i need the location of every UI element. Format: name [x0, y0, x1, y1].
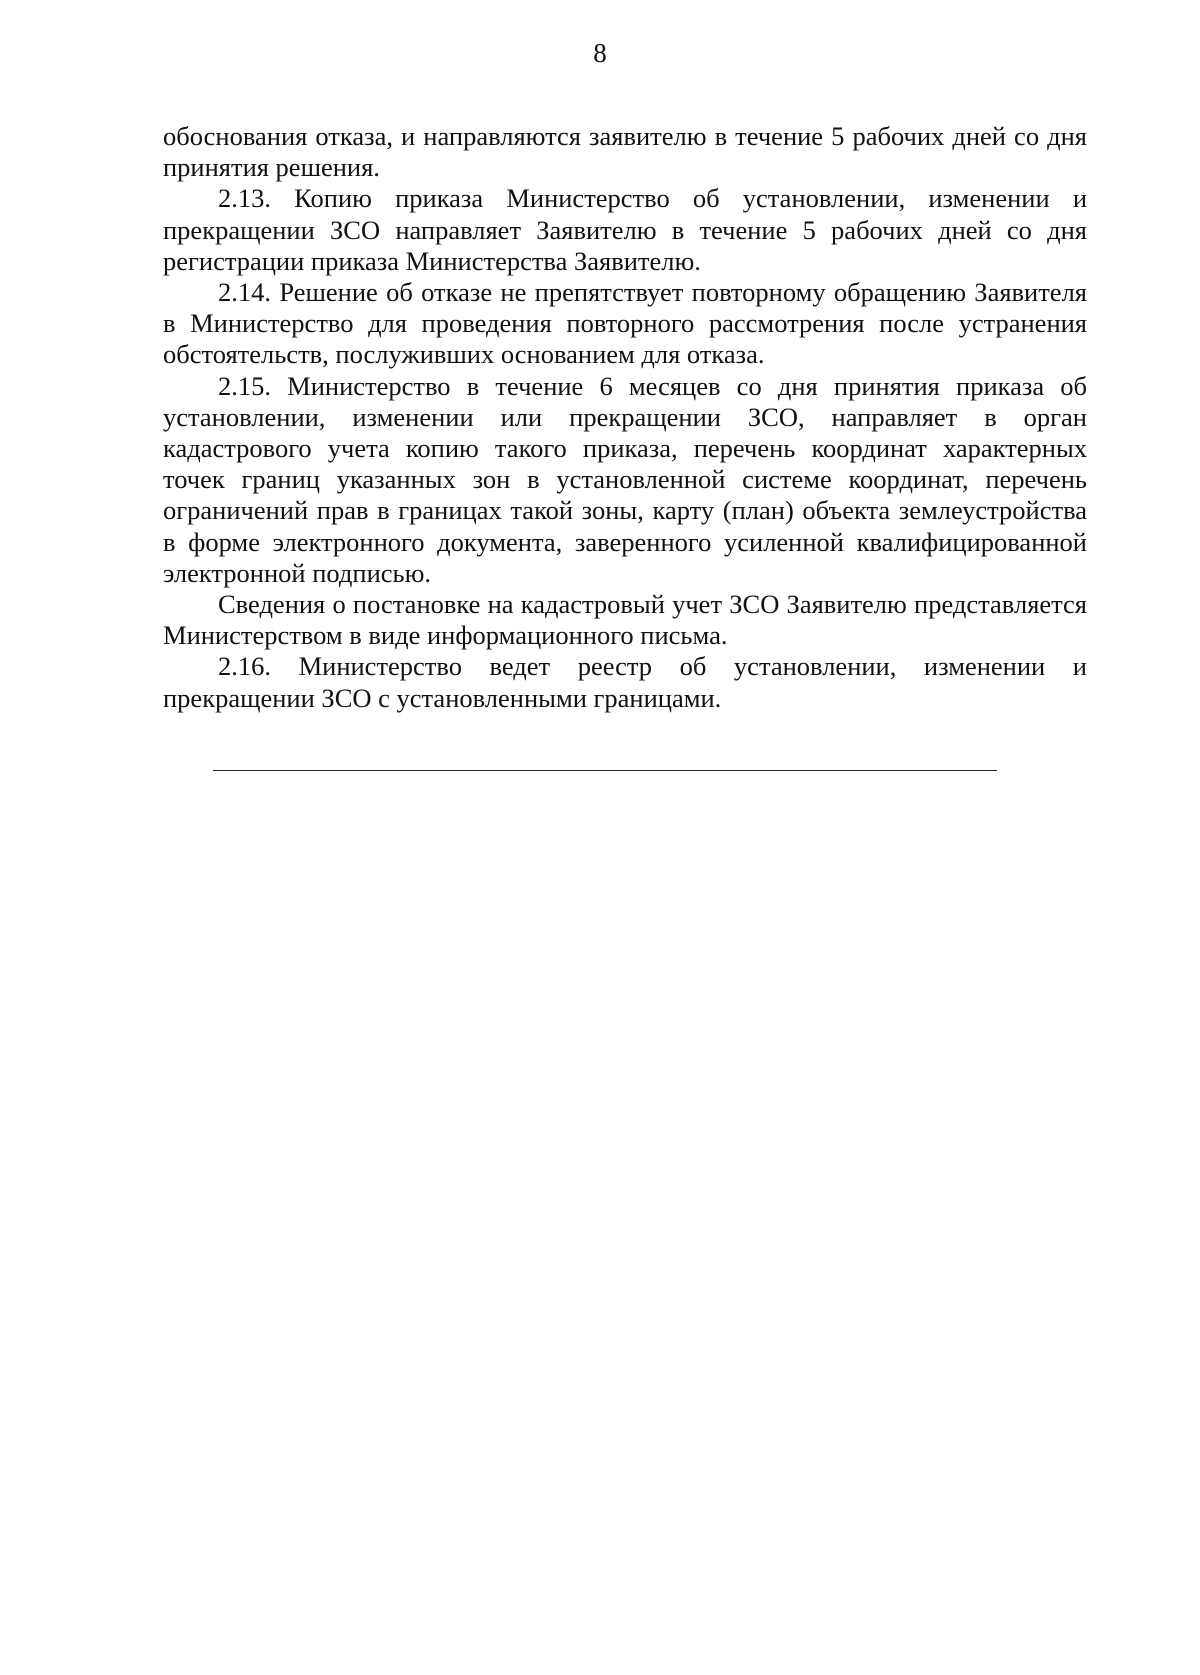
paragraph-2-12-continuation: обоснования отказа, и направляются заявителю в течение 5 рабочих дней со дня принятия решения. [163, 121, 1087, 183]
paragraph-2-15: 2.15. Министерство в течение 6 месяцев со дня принятия приказа об установлении, изменении или прекращении ЗСО, направляет в орган кадастрового учета копию такого приказа, перечень координат характерных точек границ указанных зон в установленной системе координат, перечень ограничений прав в границах такой зоны, карту (план) объекта землеустройства в форме электронного документа, заверенного усиленной квалифицированной электронной подписью. [163, 370, 1087, 588]
page-number: 8 [593, 38, 607, 68]
paragraph-2-14: 2.14. Решение об отказе не препятствует повторному обращению Заявителя в Министерство для проведения повторного рассмотрения после устранения обстоятельств, послуживших основанием для отказа. [163, 277, 1087, 370]
end-separator-line [213, 770, 997, 771]
paragraph-2-16: 2.16. Министерство ведет реестр об установлении, изменении и прекращении ЗСО с установленными границами. [163, 651, 1087, 713]
document-body [163, 121, 1087, 714]
paragraph-2-13: 2.13. Копию приказа Министерство об установлении, изменении и прекращении ЗСО направляет Заявителю в течение 5 рабочих дней со дня регистрации приказа Министерства Заявителю. [163, 183, 1087, 276]
paragraph-2-15-info: Сведения о постановке на кадастровый учет ЗСО Заявителю представляется Министерством в виде информационного письма. [163, 589, 1087, 651]
